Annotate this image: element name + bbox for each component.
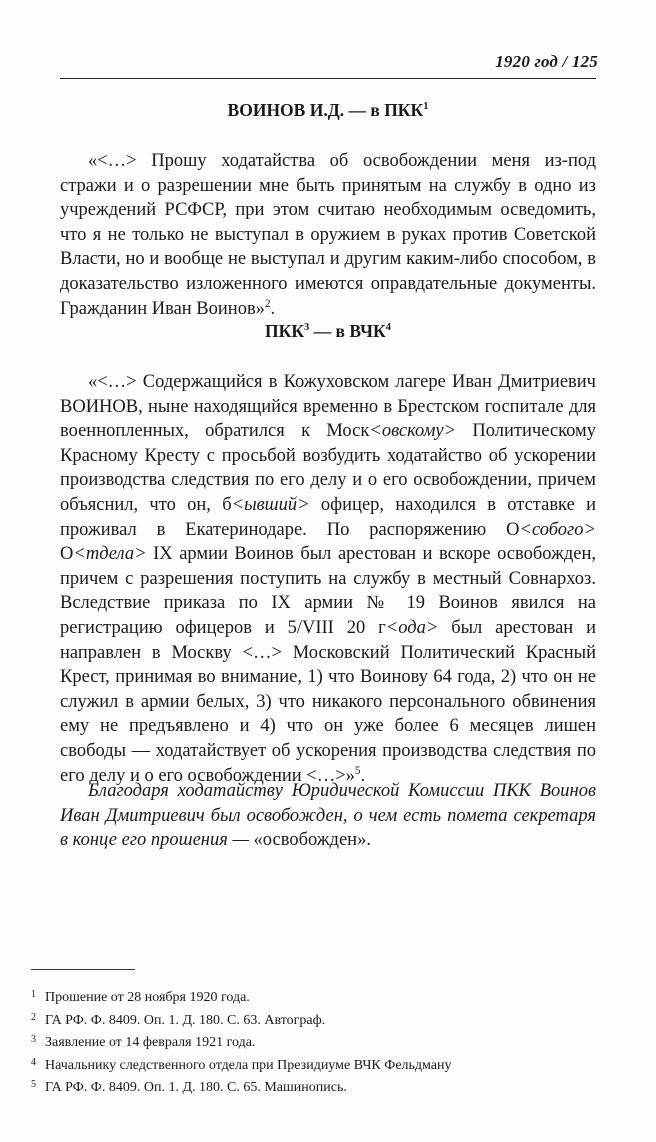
- section2-text-2: Политическому Красному Кресту с просьбой возбудить ходатайство об ускорении производства следствия по его делу и о его освобождении, причем объяснил, что он, б: [60, 421, 597, 515]
- section2-text-3: офицер, находился в отставке и проживал в Екатеринодаре. По распоряжению О: [60, 494, 596, 540]
- editorial-insert-3: <собого>: [519, 519, 596, 540]
- section2-text-6: был арестован и направлен в Москву <…> Московский Политический Красный Крест, принимая во внимание, 1) что Воинову 64 года, 2) что он не служил в армии белых, 3) что никакого персонального обвинения ему не предъявлено и 4) что он уже более 6 месяцев лишен свободы — ходатайствует об ускорения производства следствия по его делу и о его освобождении <…>»: [60, 617, 596, 786]
- footnote-ref-2: 2: [264, 297, 271, 310]
- footnote-1-number: 1: [31, 989, 36, 1000]
- footnote-rule: [31, 969, 135, 970]
- section1-text: «<…> Прошу ходатайства об освобождении меня из-под стражи и о разрешении мне быть принятым на службу в одно из учреждений РСФСР, при этом считаю необходимым осведомить, что я не только не выступал в оружием в руках против Советской Власти, но и вообще не выступал и другим каким-либо способом, в доказательство изложенного имеются оправдательные документы. Гражданин Иван Воинов»: [60, 151, 596, 319]
- editorial-insert-2: <ывший>: [231, 494, 310, 515]
- footnote-3-text: Заявление от 14 февраля 1921 года.: [45, 1035, 256, 1051]
- footnote-ref-4: 4: [385, 322, 391, 334]
- header-rule: [60, 78, 596, 79]
- editorial-note-italic: Благодаря ходатайству Юридической Комиссии ПКК Воинов Иван Дмитриевич был освобожден, о чем есть помета секретаря в конце его прошения —: [60, 781, 596, 851]
- footnote-ref-5: 5: [354, 764, 361, 777]
- footnote-1: [31, 985, 596, 1008]
- footnote-ref-3: 3: [304, 322, 310, 334]
- footnote-ref-1: 1: [423, 101, 429, 113]
- footnote-3-number: 3: [31, 1034, 36, 1046]
- footnote-2-number: 2: [31, 1011, 36, 1023]
- footnote-2: [31, 1008, 596, 1031]
- footnote-5-text: ГА РФ. Ф. 8409. Оп. 1. Д. 180. С. 65. Машинопись.: [45, 1080, 347, 1096]
- footnote-3: [31, 1030, 596, 1053]
- editorial-note-quote: «освобожден».: [253, 830, 371, 851]
- footnote-5: [31, 1075, 596, 1098]
- section1-paragraph: «<…> Прошу ходатайства об освобождении меня из-под стражи и о разрешении мне быть принятым на службу в одно из учреждений РСФСР, при этом считаю необходимым осведомить, что я не только не выступал в оружием в руках против Советской Власти, но и вообще не выступал и другим каким-либо способом, в доказательство изложенного имеются оправдательные документы. Гражданин Иван Воинов»$^2$.: [60, 151, 596, 319]
- editorial-insert-4: <тдела>: [73, 544, 147, 565]
- editorial-insert-5: <ода>: [385, 617, 439, 638]
- editorial-insert-1: <овскому>: [369, 421, 457, 442]
- running-head: 1920 год / 125: [495, 52, 598, 71]
- footnote-1-text: Прошение от 28 ноября 1920 года.: [45, 990, 250, 1005]
- footnote-5-number: 5: [31, 1079, 36, 1091]
- footnote-4-text: Начальнику следственного отдела при Президиуме ВЧК Фельдману: [45, 1057, 452, 1073]
- section2-text-1: «<…> Содержащийся в Кожуховском лагере Иван Дмитриевич ВОИНОВ, ныне находящийся временно в Брестском госпитале для военнопленных, обратился к Моск: [60, 372, 596, 442]
- section2-title-b: — в ВЧК: [309, 321, 386, 341]
- section2-text-5: IX армии Воинов был арестован и вскоре освобожден, причем с разрешения поступить на службу в местный Совнархоз. Вследствие приказа по IX армии № 19 Воинов явился на регистрацию офицеров и 5/VIII 20 г: [60, 544, 596, 638]
- footnote-2-text: ГА РФ. Ф. 8409. Оп. 1. Д. 180. С. 63. Автограф.: [45, 1012, 326, 1028]
- editorial-note: [60, 779, 596, 853]
- section2-text-4: О: [60, 544, 74, 565]
- footnote-4: [31, 1053, 596, 1076]
- section2-title-a: ПКК: [265, 321, 305, 341]
- section1-title: [60, 100, 596, 121]
- footnotes: [31, 985, 596, 1098]
- footnote-4-number: 4: [31, 1056, 36, 1068]
- section2-paragraph: «<…> Содержащийся в Кожуховском лагере Иван Дмитриевич ВОИНОВ, ныне находящийся временно в Брестском госпитале для военнопленных, обратился к Моск<овскому> Политическому Красному Кресту с просьбой возбудить ходатайство об ускорении производства следствия по его делу и о его освобождении, причем объяснил, что он, б<ывший> офицер, находился в отставке и проживал в Екатеринодаре. По распоряжению О<собого> О<тдела> IX армии Воинов был арестован и вскоре освобожден, причем с разрешения поступить на службу в местный Совнархоз. Вследствие приказа по IX армии № 19 Воинов явился на регистрацию офицеров и 5/VIII 20 г<ода> был арестован и направлен в Москву <…> Московский Политический Красный Крест, принимая во внимание, 1) что Воинову 64 года, 2) что он не служил в армии белых, 3) что никакого персонального обвинения ему не предъявлено и 4) что он уже более 6 месяцев лишен свободы — ходатайствует об ускорения производства следствия по его делу и о его освобождении <…>»$^5$.: [60, 372, 597, 786]
- section2-title: [60, 321, 596, 342]
- section1-title-text: ВОИНОВ И.Д. — в ПКК: [227, 100, 424, 120]
